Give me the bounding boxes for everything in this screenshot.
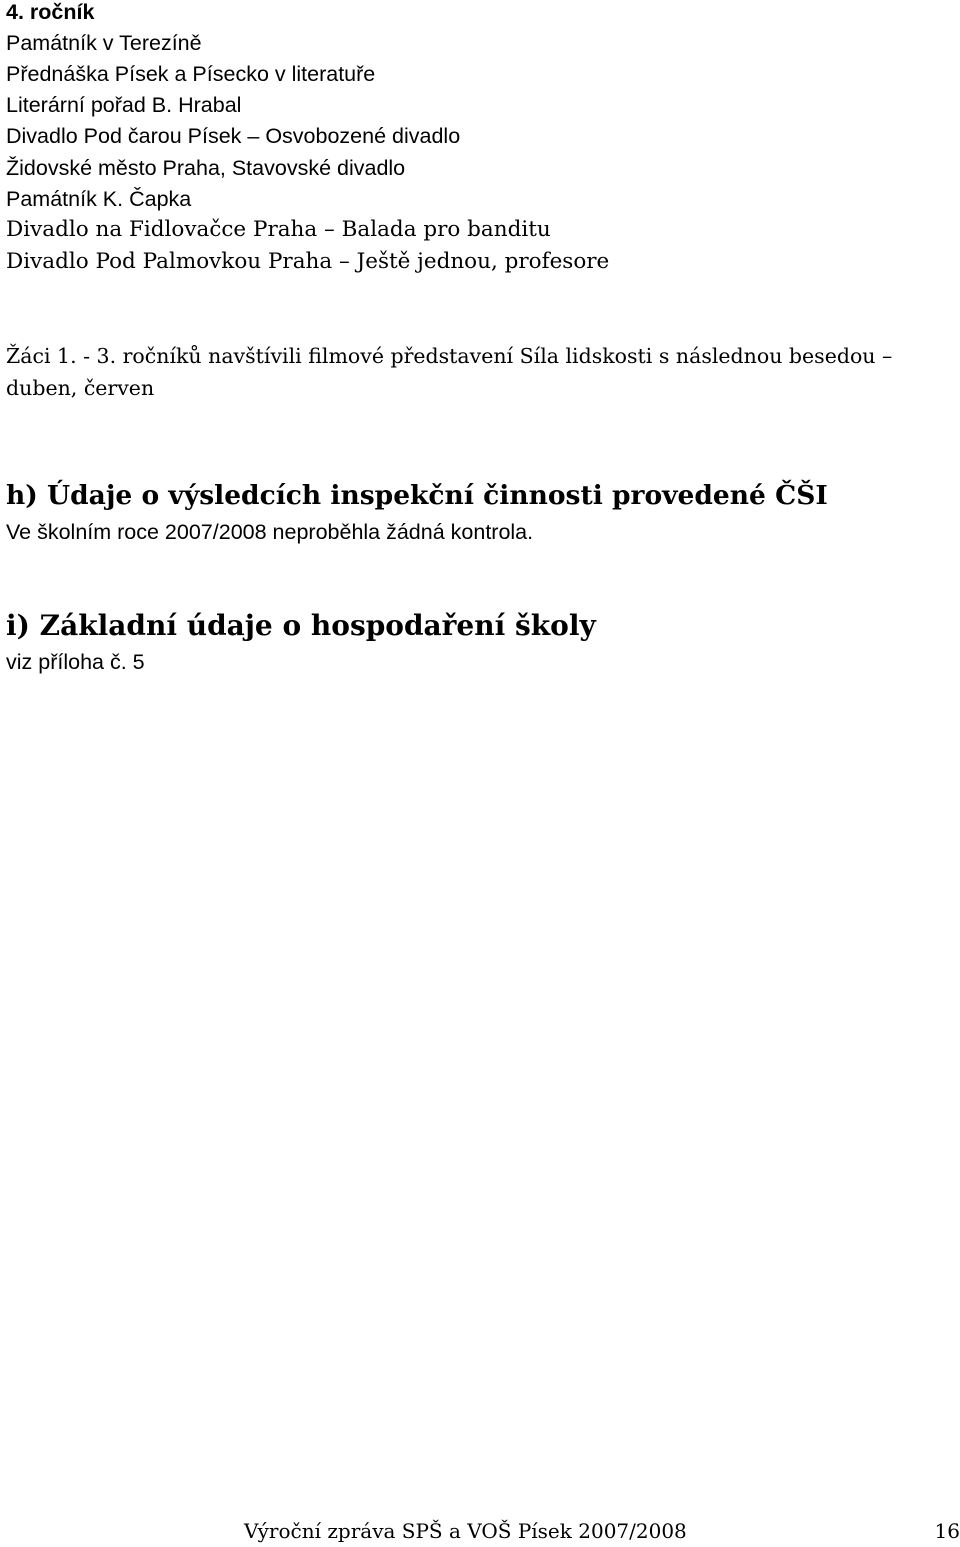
list-item: Přednáška Písek a Písecko v literatuře bbox=[6, 62, 376, 86]
section-title: 4. ročník bbox=[6, 0, 95, 24]
list-item: Divadlo Pod Palmovkou Praha – Ještě jednou, profesore bbox=[6, 249, 610, 274]
list-item: Památník v Terezíně bbox=[6, 31, 202, 55]
section-i-text: viz příloha č. 5 bbox=[6, 650, 145, 674]
section-h-heading: h) Údaje o výsledcích inspekční činnosti provedené ČŠI bbox=[6, 480, 828, 511]
list-item: Divadlo Pod čarou Písek – Osvobozené divadlo bbox=[6, 124, 461, 148]
section-i-heading: i) Základní údaje o hospodaření školy bbox=[6, 609, 596, 642]
page-number: 16 bbox=[934, 1519, 960, 1543]
film-paragraph-line-1: Žáci 1. - 3. ročníků navštívili filmové představení Síla lidskosti s následnou besedou – bbox=[6, 344, 893, 368]
film-paragraph-line-2: duben, červen bbox=[6, 376, 155, 400]
section-h-text: Ve školním roce 2007/2008 neproběhla žádná kontrola. bbox=[6, 520, 534, 544]
footer-title: Výroční zpráva SPŠ a VOŠ Písek 2007/2008 bbox=[244, 1519, 687, 1543]
list-item: Židovské město Praha, Stavovské divadlo bbox=[6, 156, 406, 180]
list-item: Památník K. Čapka bbox=[6, 187, 192, 211]
list-item: Divadlo na Fidlovačce Praha – Balada pro banditu bbox=[6, 217, 551, 242]
list-item: Literární pořad B. Hrabal bbox=[6, 93, 242, 117]
